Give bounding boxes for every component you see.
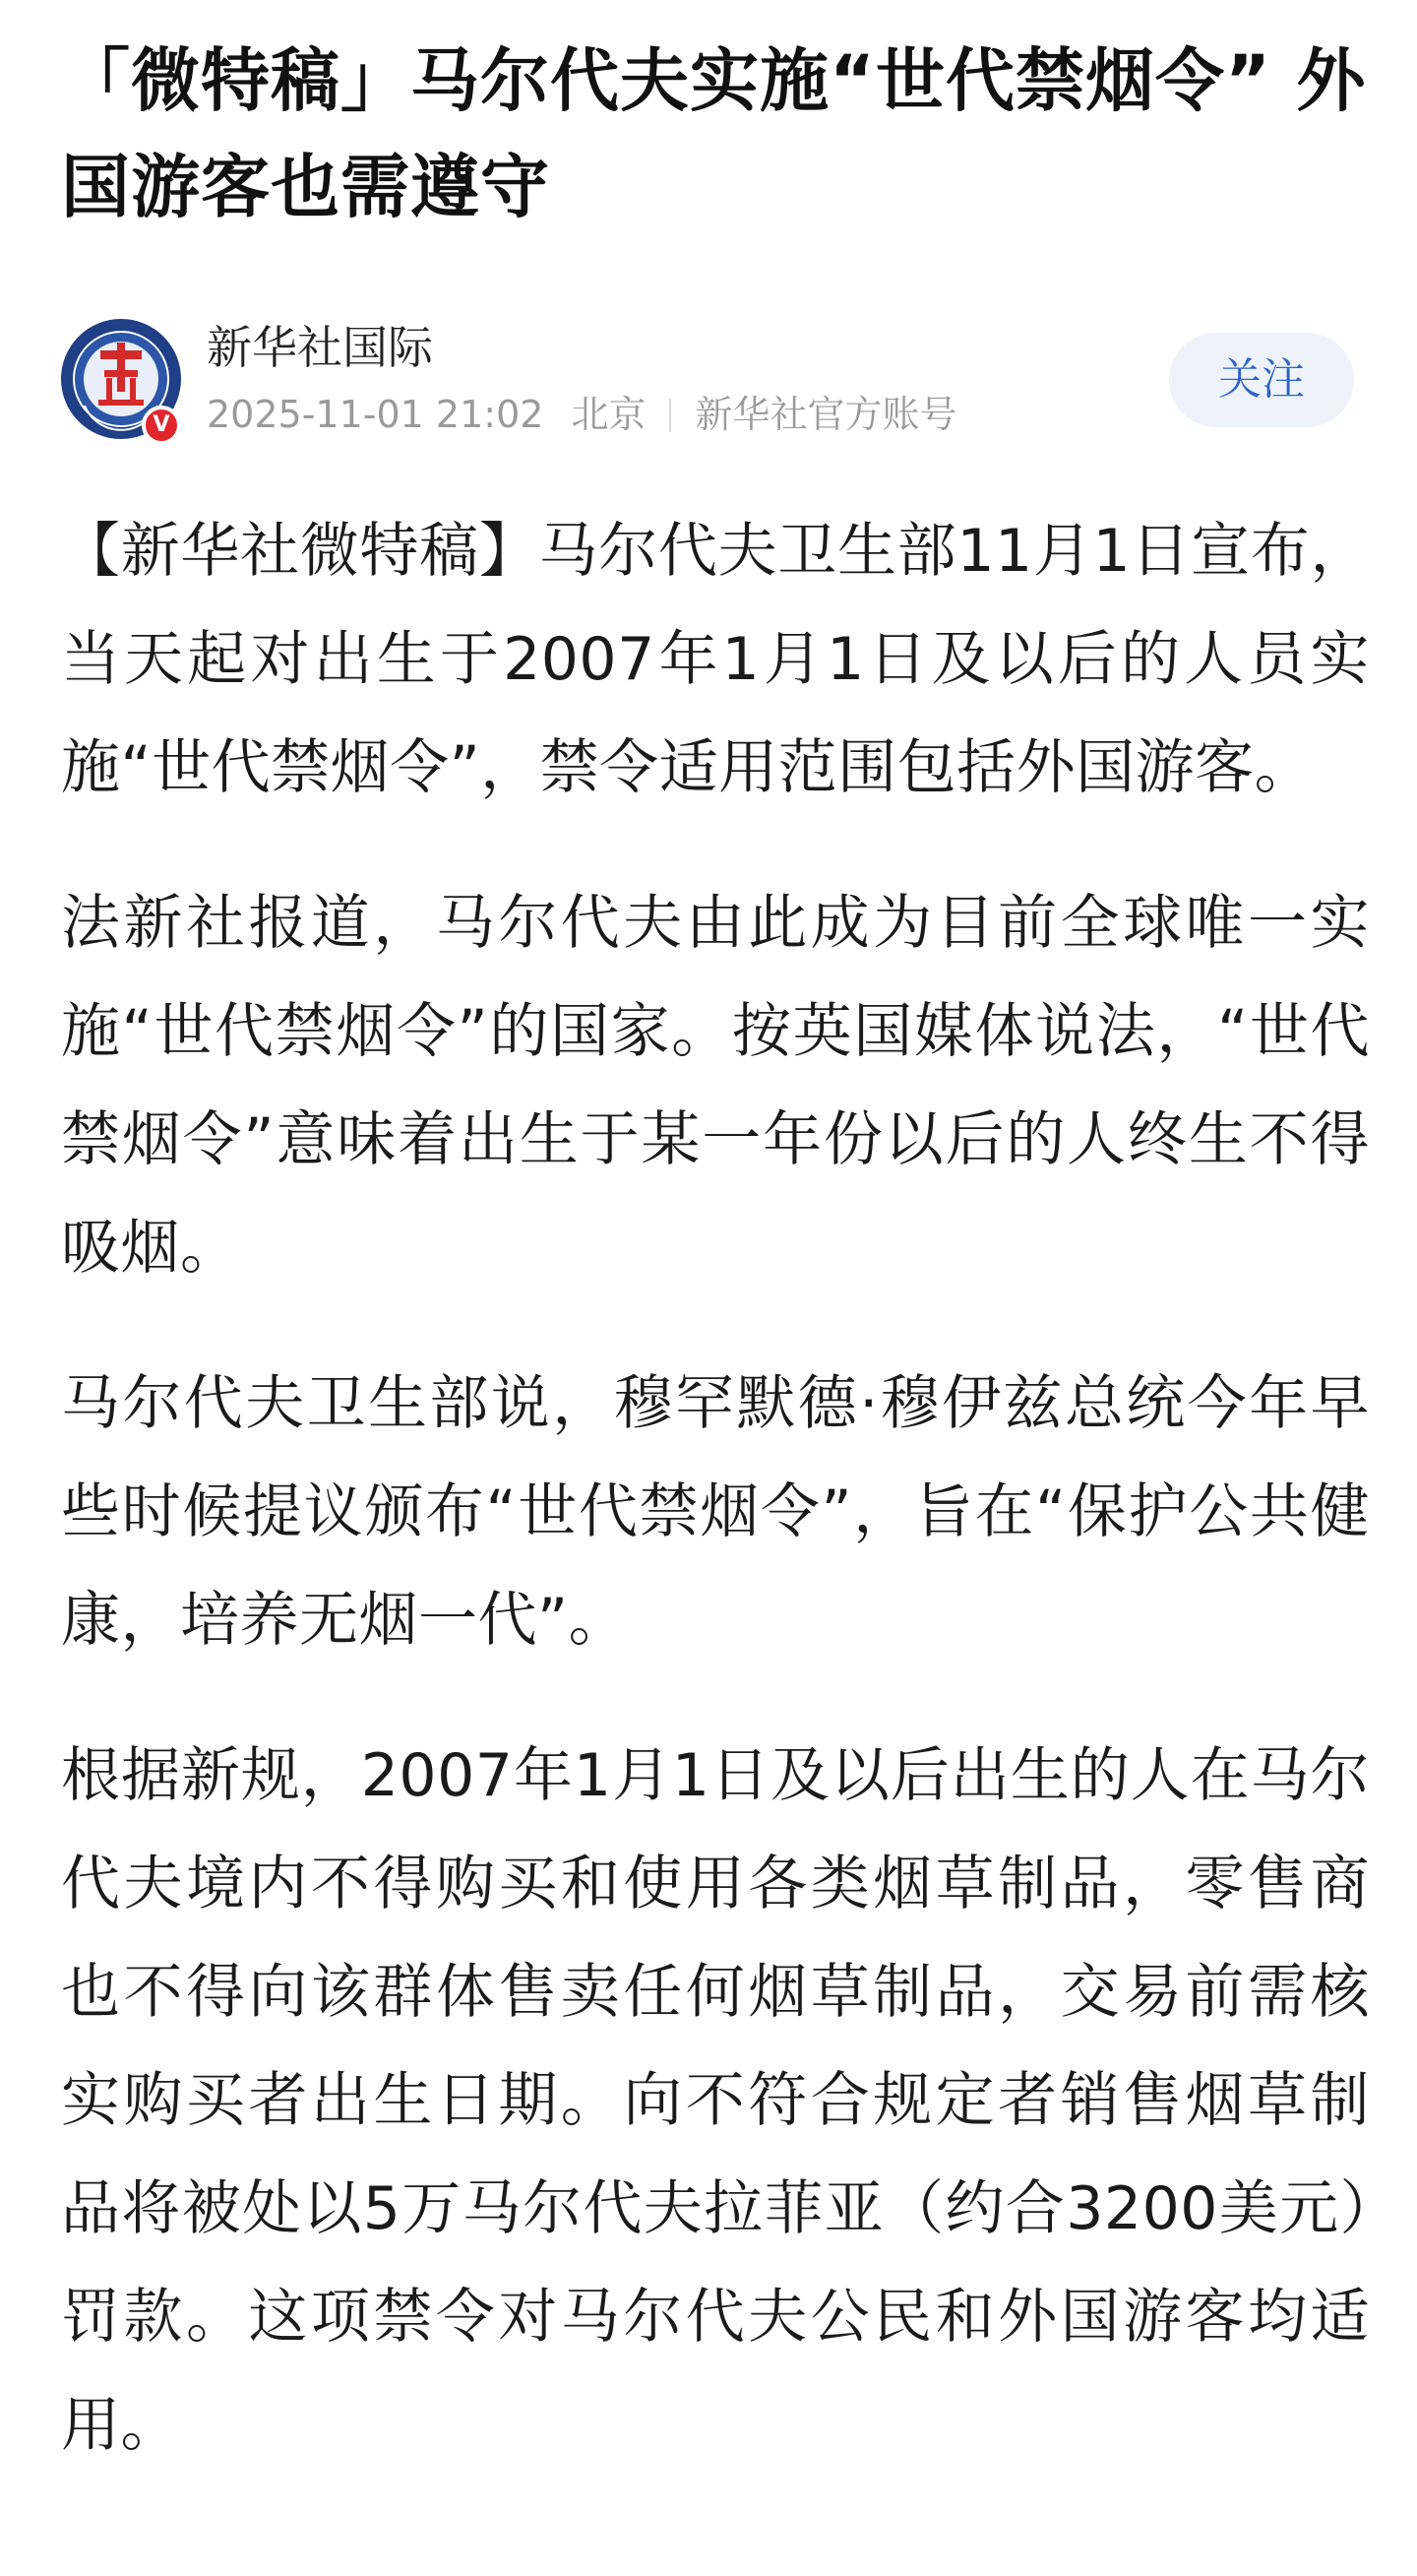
author-name[interactable]: 新华社国际	[207, 321, 433, 374]
article-paragraph-3: 马尔代夫卫生部说，穆罕默德·穆伊兹总统今年早些时候提议颁布“世代禁烟令”，旨在“保护公共健康，培养无烟一代”。	[61, 1369, 1370, 1655]
account-type: 新华社官方账号	[695, 393, 957, 436]
meta-divider	[669, 399, 671, 432]
author-row	[61, 313, 1360, 441]
follow-button[interactable]: 关注	[1169, 333, 1354, 427]
author-avatar[interactable]	[61, 319, 181, 439]
author-meta	[207, 390, 956, 439]
article-paragraph-4: 根据新规，2007年1月1日及以后出生的人在马尔代夫境内不得购买和使用各类烟草制品，零售商也不得向该群体售卖任何烟草制品，交易前需核实购买者出生日期。向不符合规定者销售烟草制品将被处以5万马尔代夫拉菲亚（约合3200美元）罚款。这项禁令对马尔代夫公民和外国游客均适用。	[61, 1741, 1370, 2460]
article-body	[61, 497, 1370, 2527]
publish-location: 北京	[571, 393, 647, 436]
article-paragraph-1: 【新华社微特稿】马尔代夫卫生部11月1日宣布，当天起对出生于2007年1月1日及以后的人员实施“世代禁烟令”，禁令适用范围包括外国游客。	[61, 517, 1370, 802]
article-title: 「微特稿」马尔代夫实施“世代禁烟令” 外国游客也需遵守	[61, 40, 1367, 227]
article-paragraph-2: 法新社报道，马尔代夫由此成为目前全球唯一实施“世代禁烟令”的国家。按英国媒体说法，“世代禁烟令”意味着出生于某一年份以后的人终生不得吸烟。	[61, 889, 1370, 1283]
verified-badge-icon: V	[142, 406, 181, 445]
publish-datetime: 2025-11-01 21:02	[207, 393, 544, 436]
